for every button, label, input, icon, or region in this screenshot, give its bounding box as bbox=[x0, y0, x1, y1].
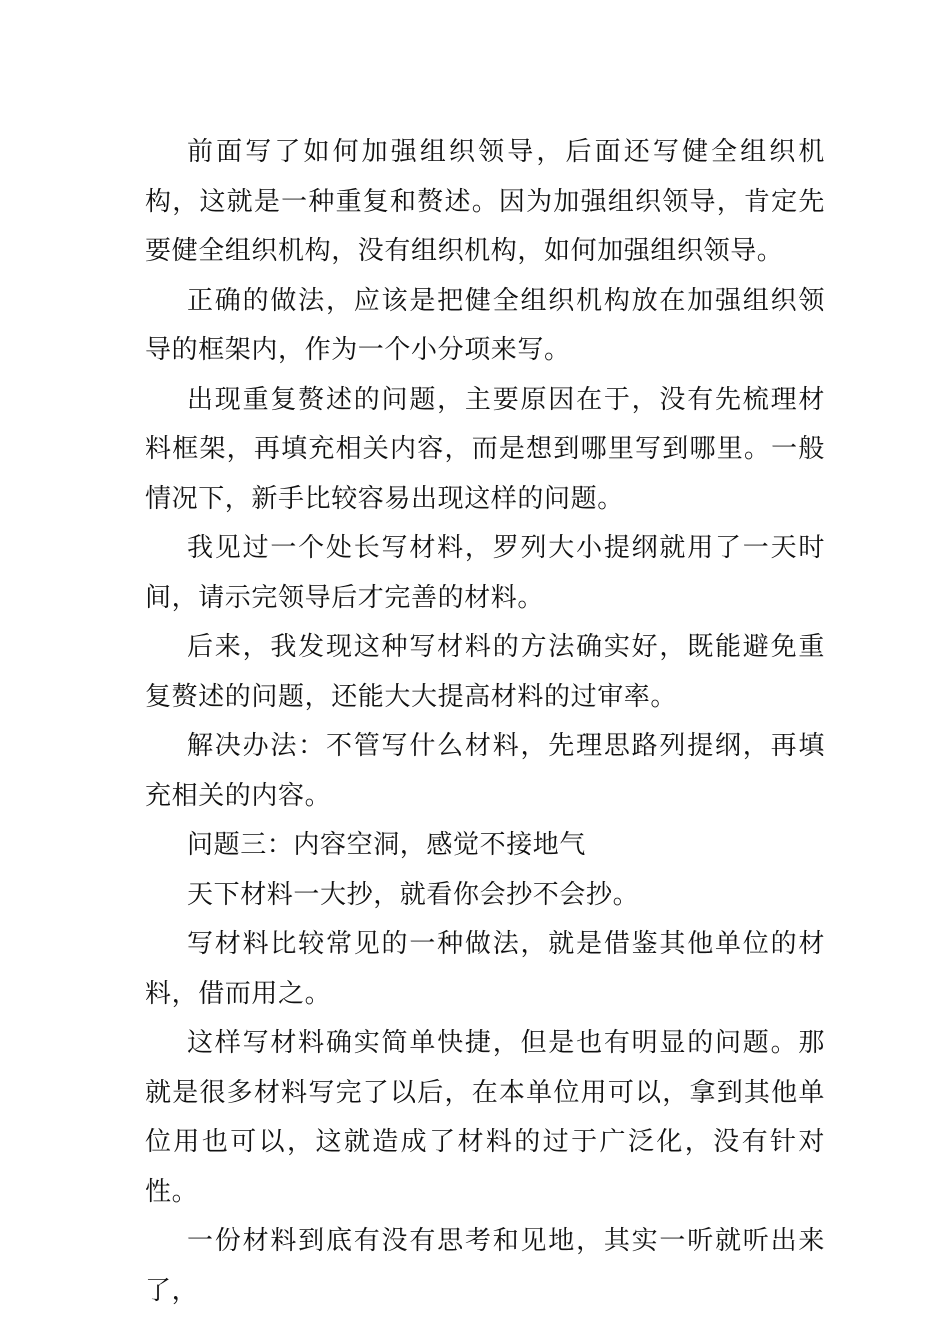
paragraph: 解决办法：不管写什么材料，先理思路列提纲，再填充相关的内容。 bbox=[145, 731, 825, 811]
paragraph: 写材料比较常见的一种做法，就是借鉴其他单位的材料，借而用之。 bbox=[145, 929, 825, 1009]
paragraph: 这样写材料确实简单快捷，但是也有明显的问题。那就是很多材料写完了以后，在本单位用可以，拿到其他单位用也可以，这就造成了材料的过于广泛化，没有针对性。 bbox=[145, 1028, 825, 1207]
paragraph: 后来，我发现这种写材料的方法确实好，既能避免重复赘述的问题，还能大大提高材料的过审率。 bbox=[145, 632, 825, 712]
paragraph: 我见过一个处长写材料，罗列大小提纲就用了一天时间，请示完领导后才完善的材料。 bbox=[145, 533, 825, 613]
paragraph: 出现重复赘述的问题，主要原因在于，没有先梳理材料框架，再填充相关内容，而是想到哪里写到哪里。一般情况下，新手比较容易出现这样的问题。 bbox=[145, 384, 825, 514]
section-heading: 问题三：内容空洞，感觉不接地气 bbox=[187, 830, 587, 860]
document-body bbox=[145, 128, 825, 1316]
paragraph: 正确的做法，应该是把健全组织机构放在加强组织领导的框架内，作为一个小分项来写。 bbox=[145, 285, 825, 365]
paragraph: 天下材料一大抄，就看你会抄不会抄。 bbox=[187, 879, 640, 910]
paragraph: 前面写了如何加强组织领导，后面还写健全组织机构，这就是一种重复和赘述。因为加强组织领导，肯定先要健全组织机构，没有组织机构，如何加强组织领导。 bbox=[145, 137, 825, 266]
paragraph: 一份材料到底有没有思考和见地，其实一听就听出来了， bbox=[145, 1226, 825, 1306]
